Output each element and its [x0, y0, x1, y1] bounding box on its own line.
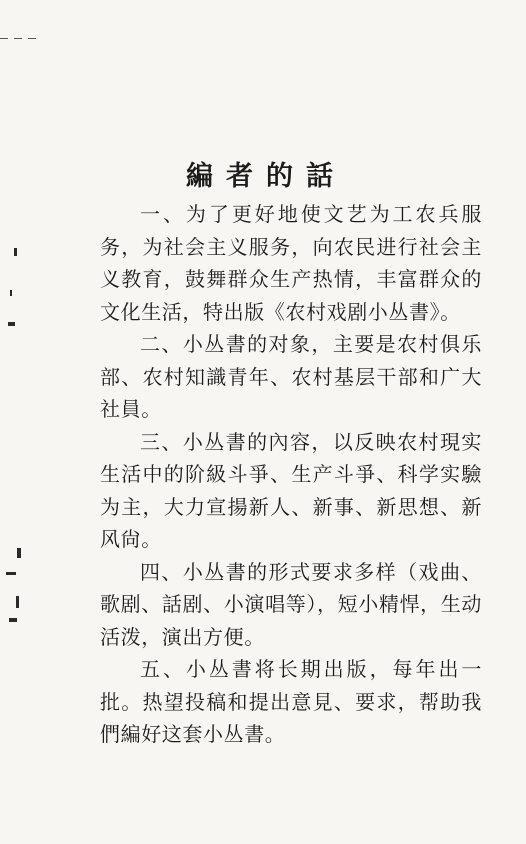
- scan-speck: [10, 290, 12, 296]
- paragraph-3: 三、小丛書的內容，以反映农村現实生活中的阶級斗爭、生产斗爭、科学实驗为主，大力宣揚新人、新事、新思想、新风尙。: [100, 429, 482, 551]
- scan-mark-top: [0, 38, 40, 39]
- paragraph-1: 一、为了更好地使文艺为工农兵服务，为社会主义服务，向农民进行社会主义教育，鼓舞群众生产热情，丰富群众的文化生活，特出版《农村戏剧小丛書》。: [100, 202, 482, 324]
- paragraph-5: 五、小丛書将长期出版，每年出一批。热望投稿和提出意見、要求，帮助我們編好这套小丛書。: [100, 657, 482, 746]
- scan-speck: [8, 322, 15, 326]
- scan-speck: [17, 548, 21, 558]
- paragraph-2: 二、小丛書的对象，主要是农村俱乐部、农村知識青年、农村基层干部和广大社員。: [100, 332, 482, 421]
- editor-note-body: [100, 198, 482, 751]
- scan-speck: [6, 572, 16, 575]
- paragraph-4: 四、小丛書的形式要求多样（戏曲、歌剧、話剧、小演唱等），短小精悍，生动活泼，演出方便。: [100, 559, 482, 649]
- page-title: 編者的話: [186, 161, 346, 193]
- scan-speck: [14, 248, 17, 256]
- scan-speck: [9, 618, 17, 622]
- scan-speck: [16, 596, 19, 608]
